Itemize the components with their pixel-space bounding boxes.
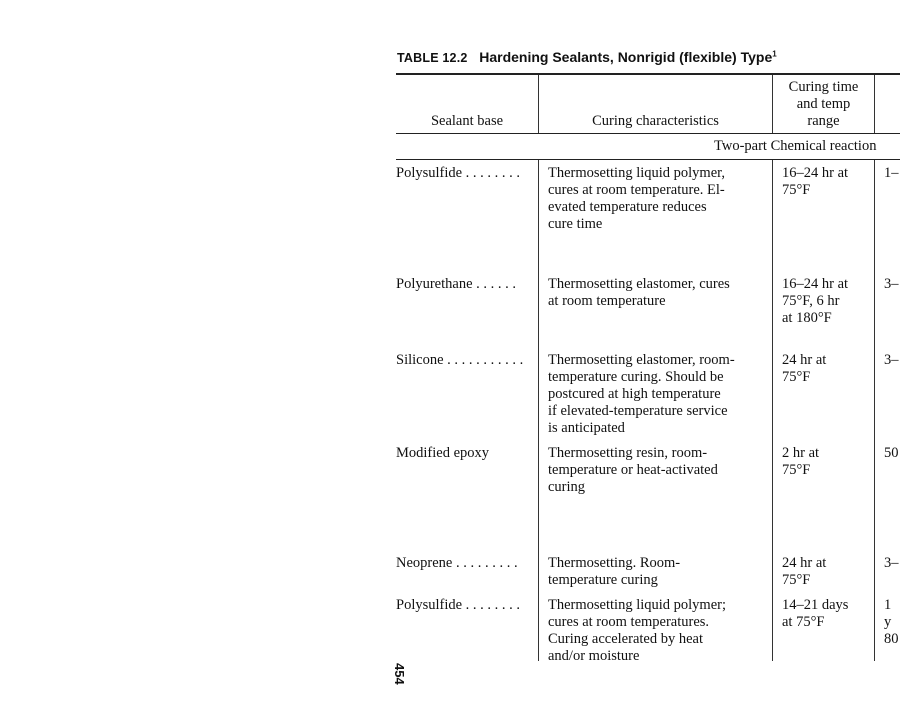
row-5-next: 3– [884,555,899,571]
row-1-curing: Thermosetting liquid polymer, cures at room temperature. El- evated temperature reduces cure time [548,165,726,232]
row-3-time: 24 hr at 75°F [782,352,827,385]
column-divider-3-body [874,160,875,661]
row-3-curing: Thermosetting elastomer, room- temperature curing. Should be postcured at high temperature if elevated-temperature service is anticipated [548,352,735,436]
table-title: Hardening Sealants, Nonrigid (flexible) Type [479,49,773,65]
table-caption [397,49,777,65]
header-sealant-base: Sealant base [430,113,504,129]
row-1-next: 1– [884,165,899,181]
row-6-next: 1 y 80 [884,597,899,647]
row-6-time: 14–21 days at 75°F [782,597,849,630]
header-rule [396,133,900,134]
column-divider-2-body [772,160,773,661]
section-label: Two-part Chemical reaction [714,138,877,154]
row-4-time: 2 hr at 75°F [782,445,820,478]
row-5-sealant-base: Neoprene . . . . . . . . . [396,555,518,571]
column-divider-1-body [538,160,539,661]
row-6-sealant-base: Polysulfide . . . . . . . . [396,597,521,613]
row-3-sealant-base: Silicone . . . . . . . . . . . [396,352,524,368]
row-2-curing: Thermosetting elastomer, cures at room temperature [548,276,730,309]
row-2-time: 16–24 hr at 75°F, 6 hr at 180°F [782,276,849,326]
section-rule [396,159,900,160]
row-3-next: 3– [884,352,899,368]
row-1-time: 16–24 hr at 75°F [782,165,849,198]
table-label: TABLE 12.2 [397,51,468,65]
header-curing-characteristics: Curing characteristics [592,113,719,129]
row-4-next: 50 [884,445,899,461]
row-5-curing: Thermosetting. Room- temperature curing [548,555,681,588]
page-number: 454 [392,663,407,685]
column-divider-3 [874,75,875,133]
header-curing-time: Curing time and temp range [788,79,859,129]
top-rule [396,73,900,75]
row-2-next: 3– [884,276,899,292]
footnote-mark: 1 [772,49,777,59]
row-5-time: 24 hr at 75°F [782,555,827,588]
row-4-curing: Thermosetting resin, room- temperature or heat-activated curing [548,445,718,495]
row-1-sealant-base: Polysulfide . . . . . . . . [396,165,521,181]
row-2-sealant-base: Polyurethane . . . . . . [396,276,517,292]
row-6-curing: Thermosetting liquid polymer; cures at room temperatures. Curing accelerated by heat and/or moisture [548,597,727,664]
row-4-sealant-base: Modified epoxy [396,445,490,461]
